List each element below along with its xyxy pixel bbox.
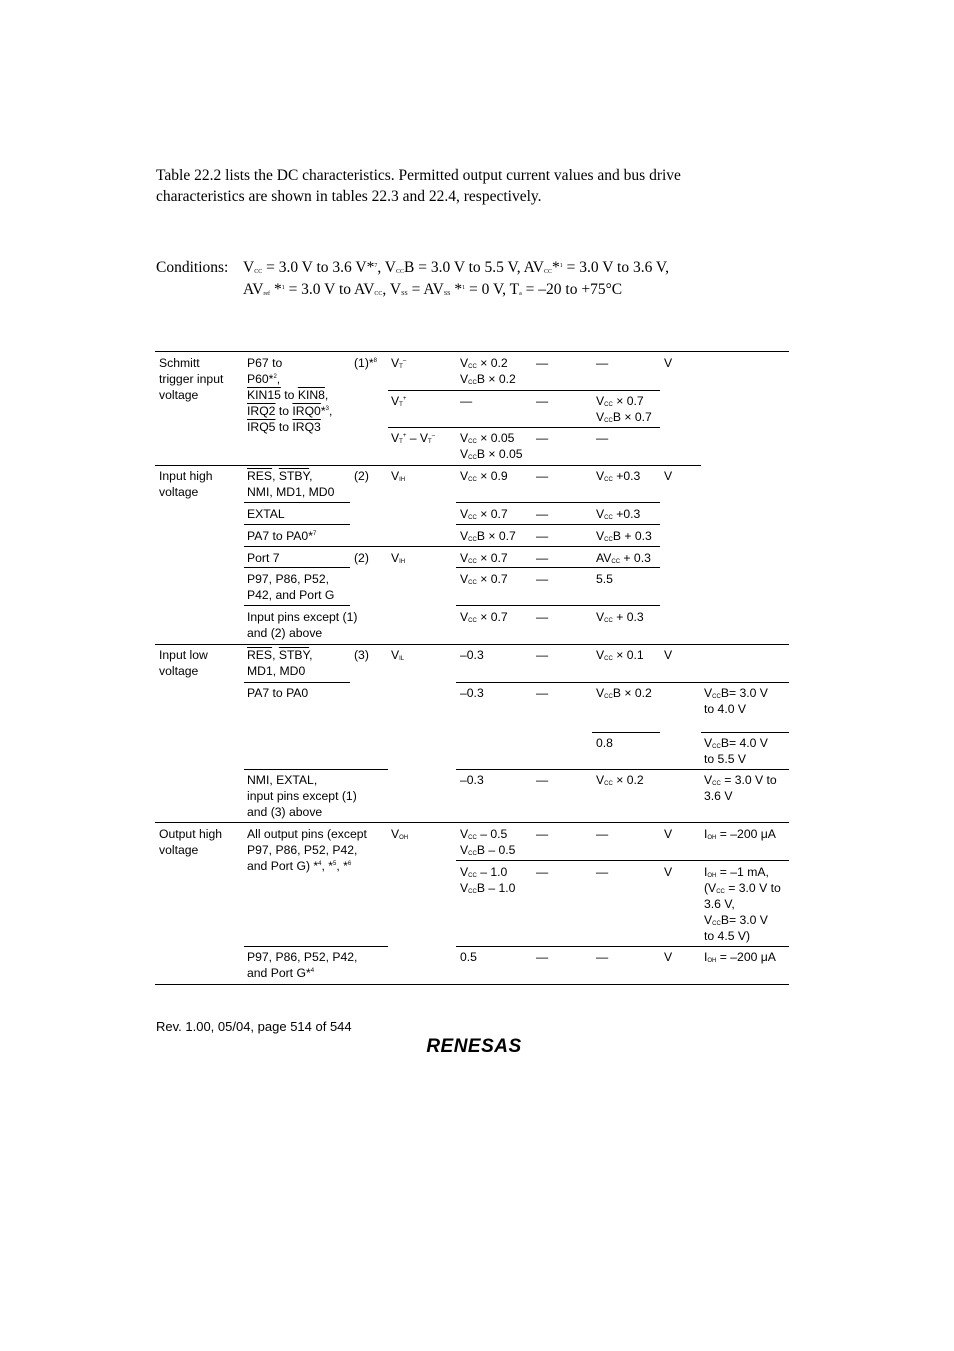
table-cell: $V_{CC} \times 0.1$ [596, 648, 644, 662]
table-cell: — [536, 773, 549, 787]
table-cell: Input low voltage [159, 648, 208, 678]
page-footer: Rev. 1.00, 05/04, page 514 of 544 [156, 1019, 352, 1034]
table-cell: $AV_{CC} + 0.3$ [596, 551, 651, 565]
table-cell: V [664, 827, 673, 841]
table-rule [388, 390, 660, 391]
table-cell: $V_{OH}$ [391, 827, 409, 841]
table-rule [701, 732, 789, 733]
table-rule [456, 860, 789, 861]
table-cell: $V_T^+ - V_T^-$ [391, 431, 436, 445]
table-cell: — [596, 356, 609, 370]
table-cell: $I_{OH} = -200$ μA [704, 950, 776, 964]
table-cell: $V_{CC}B= 3.0$ V to 4.0 V [704, 686, 768, 716]
table-bottom-rule [155, 984, 789, 985]
table-cell: $V_{IL}$ [391, 648, 405, 662]
table-rule [244, 567, 350, 568]
table-rule [388, 427, 660, 428]
table-cell: (2) [354, 551, 369, 565]
table-cell: $V_{CC} \times 0.2$ [596, 773, 644, 787]
table-cell: — [536, 572, 549, 586]
table-rule [456, 946, 789, 947]
renesas-logo [414, 1034, 534, 1056]
table-cell: V [664, 356, 673, 370]
table-cell: $V_{IH}$ [391, 469, 406, 483]
table-rule [155, 465, 701, 466]
table-cell: $V_{CC} \times 0.7$ $V_{CC}B \times 0.7$ [596, 394, 652, 424]
table-cell: NMI, EXTAL, input pins except (1) and (3) above [247, 773, 357, 819]
table-cell: (3) [354, 648, 369, 662]
table-cell: –0.3 [460, 686, 484, 700]
table-cell: — [536, 865, 549, 879]
table-cell: — [596, 827, 609, 841]
table-cell: — [596, 865, 609, 879]
table-cell: $V_{CC} - 0.5$ $V_{CC}B - 0.5$ [460, 827, 516, 857]
table-rule [456, 769, 789, 770]
table-cell: $V_{CC} \times 0.7$ [460, 507, 508, 521]
table-cell: $V_{CC} \times 0.7$ [460, 572, 508, 586]
table-cell: $V_{CC} = 3.0$ V to 3.6 V [704, 773, 777, 803]
table-rule [456, 605, 660, 606]
table-cell: — [536, 356, 549, 370]
table-cell: — [536, 827, 549, 841]
table-cell: $V_{IH}$ [391, 551, 406, 565]
table-cell: $I_{OH} = -200$ μA [704, 827, 776, 841]
table-cell: P97, P86, P52, P42, and Port G*$^4$ [247, 950, 358, 980]
table-cell: $V_{CC}B \times 0.2$ [596, 686, 652, 700]
table-rule [155, 822, 789, 823]
table-cell: P97, P86, P52, P42, and Port G [247, 572, 335, 602]
table-cell: — [536, 431, 549, 445]
table-rule [456, 682, 789, 683]
table-cell: — [536, 394, 549, 408]
table-cell: — [536, 507, 549, 521]
table-cell: EXTAL [247, 507, 285, 521]
table-cell: –0.3 [460, 648, 484, 662]
table-cell: $V_{CC} \times 0.05$ $V_{CC}B \times 0.05$ [460, 431, 523, 461]
table-cell: — [536, 950, 549, 964]
table-cell: — [596, 950, 609, 964]
table-cell: $V_{CC} + 0.3$ [596, 610, 644, 624]
table-cell: 5.5 [596, 572, 613, 586]
table-cell: V [664, 865, 673, 879]
table-rule [244, 946, 388, 947]
table-rule [155, 644, 789, 645]
intro-line-1: Table 22.2 lists the DC characteristics. Permitted output current values and bus drive [156, 167, 681, 184]
table-cell: — [536, 610, 549, 624]
table-cell: $V_T^-$ [391, 356, 407, 370]
table-cell: Schmitt trigger input voltage [159, 356, 224, 402]
table-cell: (1)*$^8$ [354, 356, 377, 370]
table-cell: $V_{CC}B \times 0.7$ [460, 529, 516, 543]
table-cell: $V_{CC}B + 0.3$ [596, 529, 652, 543]
table-cell: P67 to P60*$^2$, KIN15 to KIN8, IRQ2 to IRQ0*$^3$, IRQ5 to IRQ3 [247, 356, 333, 434]
table-cell: Output high voltage [159, 827, 223, 857]
table-cell: V [664, 648, 673, 662]
intro-line-2: characteristics are shown in tables 22.3 and 22.4, respectively. [156, 188, 542, 205]
table-cell: $V_{CC}B= 4.0$ V to 5.5 V [704, 736, 768, 766]
table-rule [456, 567, 660, 568]
table-rule [244, 546, 660, 547]
table-rule [244, 769, 388, 770]
renesas-logo-text: RENESAS [426, 1036, 522, 1056]
table-rule [592, 732, 660, 733]
table-rule [244, 502, 350, 503]
table-cell: $\overline{RES}$, STBY, MD1, MD0 [247, 648, 313, 678]
table-cell: PA7 to PA0 [247, 686, 309, 700]
table-cell: $V_{CC} +0.3$ [596, 507, 641, 521]
table-top-rule [155, 351, 789, 352]
table-cell: V [664, 950, 673, 964]
table-cell: Input high voltage [159, 469, 213, 499]
table-cell: $V_{CC} +0.3$ [596, 469, 641, 483]
conditions-line-2: $AV_{ref}$ *$^1$ = 3.0 V to $AV_{CC}$, $V_{SS} = AV_{SS}$ *$^1$ = 0 V, $T_a = -20$ to +75°C [243, 281, 623, 298]
table-cell: Input pins except (1) and (2) above [247, 610, 358, 640]
table-rule [244, 682, 350, 683]
table-cell: — [536, 469, 549, 483]
table-cell: — [460, 394, 473, 408]
table-cell: $V_{CC} \times 0.2$ $V_{CC}B \times 0.2$ [460, 356, 516, 386]
table-rule [456, 502, 660, 503]
table-rule [456, 524, 660, 525]
conditions-line-1: $V_{CC} = 3.0$ V to 3.6 V*$^7$, $V_{CC}B = 3.0$ V to 5.5 V, $AV_{CC}*^1 = 3.0$ V to 3.6 V, [243, 259, 669, 276]
table-cell: $V_{CC} \times 0.7$ [460, 610, 508, 624]
table-rule [244, 524, 350, 525]
table-cell: $\overline{RES}$, STBY, NMI, MD1, MD0 [247, 469, 335, 499]
table-cell: $V_T^+$ [391, 394, 407, 408]
table-cell: All output pins (except P97, P86, P52, P42, and Port G) *$^4$, *$^5$, *$^6$ [247, 827, 367, 873]
table-cell: –0.3 [460, 773, 484, 787]
table-cell: 0.8 [596, 736, 613, 750]
table-cell: (2) [354, 469, 369, 483]
table-cell: $V_{CC} \times 0.9$ [460, 469, 508, 483]
table-cell: — [536, 529, 549, 543]
table-cell: — [596, 431, 609, 445]
table-cell: — [536, 686, 549, 700]
table-cell: — [536, 648, 549, 662]
table-cell: PA7 to PA0*$^7$ [247, 529, 317, 543]
table-cell: $V_{CC} - 1.0$ $V_{CC}B - 1.0$ [460, 865, 516, 895]
table-rule [244, 605, 350, 606]
table-cell: V [664, 469, 673, 483]
table-cell: — [536, 551, 549, 565]
table-cell: $I_{OH} = -1$ mA, ($V_{CC} = 3.0$ V to 3.6 V, $V_{CC}B= 3.0$ V to 4.5 V) [704, 865, 781, 943]
table-cell: 0.5 [460, 950, 477, 964]
conditions-label: Conditions: [156, 259, 229, 276]
table-cell: Port 7 [247, 551, 280, 565]
table-cell: $V_{CC} \times 0.7$ [460, 551, 508, 565]
